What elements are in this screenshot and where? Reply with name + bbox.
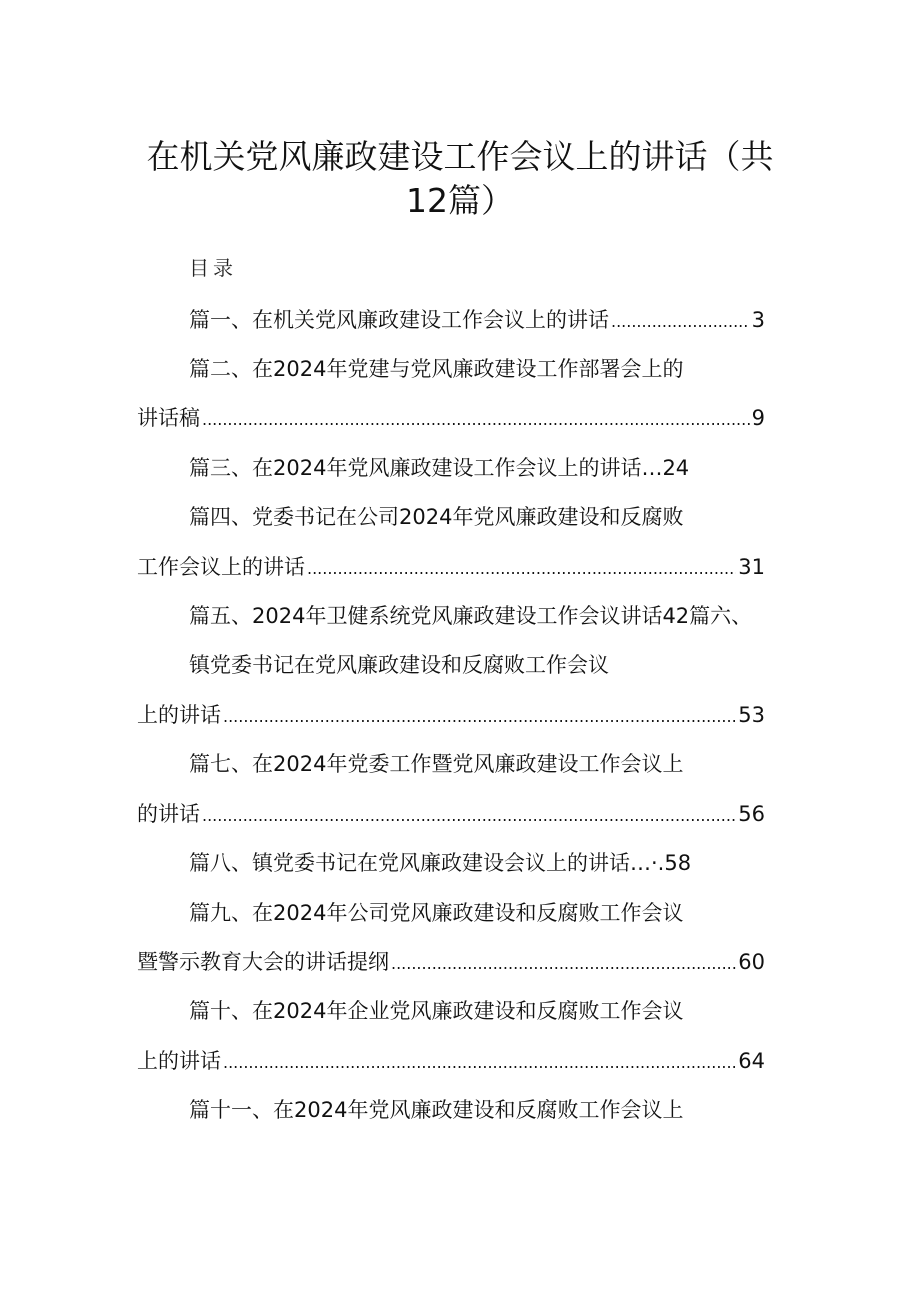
toc-entry-6[interactable]: 镇党委书记在党风廉政建设和反腐败工作会议 [189,653,609,677]
toc-entry-4[interactable]: 篇四、党委书记在公司2024年党风廉政建设和反腐败 [189,505,684,529]
document-title-line-2: 12篇） [406,181,514,220]
toc-entry-3[interactable]: 篇三、在2024年党风廉政建设工作会议上的讲话…24 [189,456,690,480]
toc-entry-text: 讲话稿 [137,406,200,430]
toc-entry-1[interactable] [189,305,765,337]
toc-entry-8[interactable]: 篇八、镇党委书记在党风廉政建设会议上的讲话…·.58 [189,851,692,875]
toc-entry-6-cont[interactable] [137,700,765,732]
toc-entry-text: 工作会议上的讲话 [137,555,305,579]
toc-entry-text: 篇一、在机关党风廉政建设工作会议上的讲话 [189,308,609,332]
toc-entry-11[interactable]: 篇十一、在2024年党风廉政建设和反腐败工作会议上 [189,1098,684,1122]
toc-leader-dots [202,405,750,435]
toc-page-number: 9 [751,406,765,430]
toc-leader-dots [223,1048,736,1078]
toc-entry-9-cont[interactable] [137,947,765,979]
toc-page-number: 64 [738,1049,765,1073]
toc-entry-10[interactable]: 篇十、在2024年企业党风廉政建设和反腐败工作会议 [189,999,684,1023]
toc-leader-dots [223,702,736,732]
toc-heading: 目录 [189,256,237,280]
toc-entry-7[interactable]: 篇七、在2024年党委工作暨党风廉政建设工作会议上 [189,752,684,776]
toc-leader-dots [202,801,736,831]
toc-page-number: 3 [751,308,765,332]
toc-entry-2[interactable]: 篇二、在2024年党建与党风廉政建设工作部署会上的 [189,357,684,381]
toc-entry-text: 上的讲话 [137,1049,221,1073]
toc-leader-dots [391,949,736,979]
document-title-line-1: 在机关党风廉政建设工作会议上的讲话（共 [146,137,774,176]
toc-leader-dots [611,307,750,337]
toc-page-number: 31 [738,555,765,579]
toc-entry-2-cont[interactable] [137,403,765,435]
toc-page-number: 56 [738,802,765,826]
toc-entry-text: 上的讲话 [137,703,221,727]
toc-entry-9[interactable]: 篇九、在2024年公司党风廉政建设和反腐败工作会议 [189,901,684,925]
toc-entry-text: 的讲话 [137,802,200,826]
toc-entry-7-cont[interactable] [137,799,765,831]
toc-entry-4-cont[interactable] [137,552,765,584]
toc-leader-dots [307,554,736,584]
toc-entry-10-cont[interactable] [137,1046,765,1078]
toc-entry-text: 暨警示教育大会的讲话提纲 [137,950,389,974]
toc-page-number: 53 [738,703,765,727]
toc-page-number: 60 [738,950,765,974]
toc-entry-5[interactable]: 篇五、2024年卫健系统党风廉政建设工作会议讲话42篇六、 [189,604,753,628]
